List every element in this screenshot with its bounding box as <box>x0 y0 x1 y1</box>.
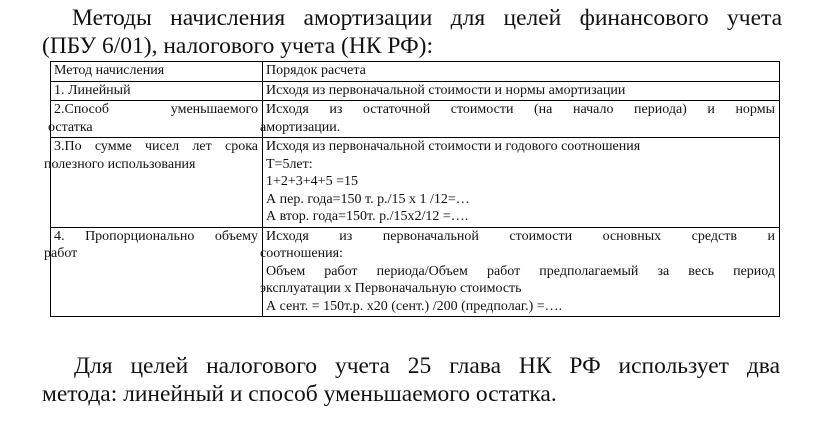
header-calc: Порядок расчета <box>263 62 780 82</box>
calc-line: А втор. года=150т. р./15х2/12 =…. <box>266 209 469 224</box>
method-cell <box>48 101 263 138</box>
calc-cell <box>260 101 780 138</box>
method-cell <box>51 81 263 101</box>
method-line: работ <box>44 246 78 261</box>
calc-line: Исходя из первоначальной стоимости основных средств и <box>266 228 775 244</box>
method-line: 3.По сумме чисел лет срока <box>54 139 258 154</box>
table-row <box>51 138 780 228</box>
calc-line: Т=5лет: <box>266 156 313 172</box>
method-line: остатка <box>48 119 93 135</box>
footer-paragraph <box>42 352 780 408</box>
methods-table <box>44 61 780 317</box>
heading-line-2: (ПБУ 6/01), налогового учета (НК РФ): <box>42 33 433 59</box>
footer-line-2: метода: линейный и способ уменьшаемого остатка. <box>42 381 557 407</box>
table-row <box>51 227 780 317</box>
calc-cell <box>260 227 780 317</box>
table-header-row <box>51 62 780 82</box>
calc-line: А пер. года=150 т. р./15 х 1 /12=… <box>266 191 470 207</box>
calc-line: соотношения: <box>260 246 343 261</box>
table-row <box>51 101 780 138</box>
method-line: 2.Способ уменьшаемого <box>54 102 258 117</box>
table-row <box>51 81 780 101</box>
calc-cell <box>263 138 780 228</box>
footer-line-1: Для целей налогового учета 25 глава НК РФ использует два <box>74 353 780 379</box>
heading <box>42 4 782 60</box>
calc-cell <box>263 81 780 101</box>
calc-line: Исходя из остаточной стоимости (на начало периода) и нормы <box>266 102 775 117</box>
method-line: 1. Линейный <box>54 82 131 98</box>
method-cell <box>44 227 263 317</box>
calc-line: А сент. = 150т.р. х20 (сент.) /200 (предполаг.) =…. <box>266 298 563 314</box>
calc-line: амортизации. <box>260 119 341 135</box>
calc-line: 1+2+3+4+5 =15 <box>266 174 358 189</box>
calc-line: Исходя из первоначальной стоимости и нормы амортизации <box>266 82 626 98</box>
calc-line: эксплуатации х Первоначальную стоимость <box>260 281 522 296</box>
method-cell <box>44 138 263 228</box>
calc-line: Объем работ периода/Объем работ предполагаемый за весь период <box>266 263 775 279</box>
heading-line-1: Методы начисления амортизации для целей финансового учета <box>72 5 782 31</box>
calc-line: Исходя из первоначальной стоимости и годового соотношения <box>266 139 641 154</box>
header-method: Метод начисления <box>51 62 263 82</box>
method-line: полезного использования <box>44 156 196 172</box>
method-line: 4. Пропорционально объему <box>54 228 258 244</box>
